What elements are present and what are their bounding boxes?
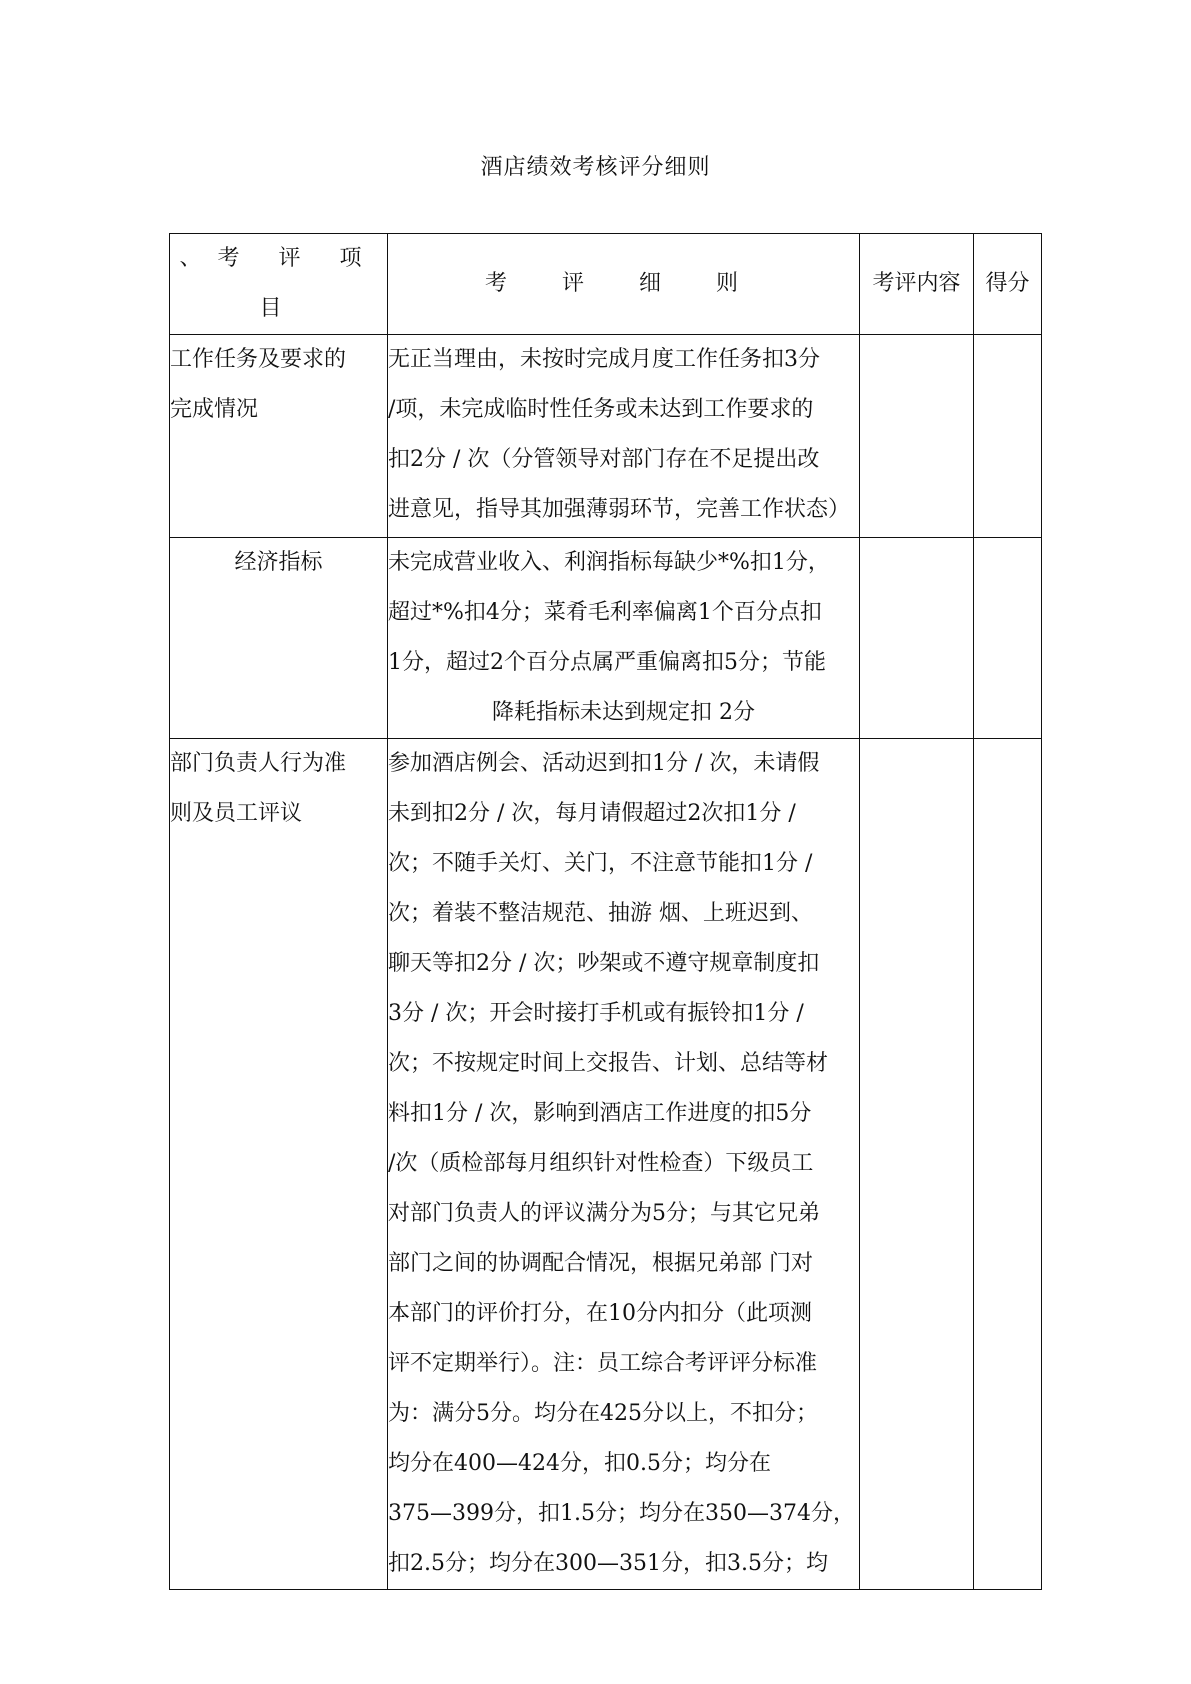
content-cell bbox=[860, 538, 974, 739]
rule-line: 超过*%扣4分；菜肴毛利率偏离1个百分点扣 bbox=[388, 600, 822, 625]
score-cell bbox=[974, 538, 1042, 739]
header-score: 得分 bbox=[974, 234, 1042, 335]
item-line: 完成情况 bbox=[170, 397, 259, 422]
rule-line: 参加酒店例会、活动迟到扣1分 / 次，未请假 bbox=[388, 751, 820, 776]
rule-line: 次；不随手关灯、关门，不注意节能扣1分 / bbox=[388, 851, 813, 876]
rule-cell bbox=[388, 538, 860, 739]
evaluation-table bbox=[169, 233, 1042, 1590]
table-header-row bbox=[170, 234, 1042, 335]
rule-line: /次（质检部每月组织针对性检查）下级员工 bbox=[388, 1151, 814, 1176]
rule-line: 对部门负责人的评议满分为5分；与其它兄弟 bbox=[388, 1201, 820, 1226]
item-line: 部门负责人行为准 bbox=[170, 751, 347, 776]
rule-line: 部门之间的协调配合情况，根据兄弟部 门对 bbox=[388, 1251, 813, 1276]
item-line: 工作任务及要求的 bbox=[170, 347, 347, 372]
item-line: 经济指标 bbox=[234, 550, 323, 575]
rule-line: 均分在400—424分，扣0.5分；均分在 bbox=[388, 1451, 771, 1476]
rule-line: /项，未完成临时性任务或未达到工作要求的 bbox=[388, 397, 814, 422]
rule-line: 3分 / 次；开会时接打手机或有振铃扣1分 / bbox=[388, 1001, 804, 1026]
item-cell bbox=[170, 739, 388, 1590]
rule-line: 进意见，指导其加强薄弱环节，完善工作状态） bbox=[388, 497, 851, 522]
rule-line: 本部门的评价打分，在10分内扣分（此项测 bbox=[388, 1301, 812, 1326]
document-title: 酒店绩效考核评分细则 bbox=[480, 155, 711, 180]
content-cell bbox=[860, 335, 974, 538]
rule-line: 未完成营业收入、利润指标每缺少*%扣1分， bbox=[388, 550, 830, 575]
table-row bbox=[170, 335, 1042, 538]
score-cell bbox=[974, 739, 1042, 1590]
rule-line: 375—399分，扣1.5分；均分在350—374分， bbox=[388, 1501, 855, 1526]
table-row bbox=[170, 739, 1042, 1590]
header-evaluation-item: 、考 评 项 目 bbox=[170, 234, 388, 335]
content-cell bbox=[860, 739, 974, 1590]
rule-cell bbox=[388, 335, 860, 538]
rule-line: 未到扣2分 / 次，每月请假超过2次扣1分 / bbox=[388, 801, 796, 826]
rule-line: 为：满分5分。均分在425分以上，不扣分； bbox=[388, 1401, 818, 1426]
rule-line: 降耗指标未达到规定扣 2分 bbox=[492, 700, 755, 725]
item-cell bbox=[170, 335, 388, 538]
header-evaluation-rules: 考 评 细 则 bbox=[388, 234, 860, 335]
header-evaluation-content: 考评内容 bbox=[860, 234, 974, 335]
rule-line: 无正当理由，未按时完成月度工作任务扣3分 bbox=[388, 347, 820, 372]
table-row bbox=[170, 538, 1042, 739]
rule-line: 料扣1分 / 次，影响到酒店工作进度的扣5分 bbox=[388, 1101, 812, 1126]
rule-line: 扣2.5分；均分在300—351分，扣3.5分；均 bbox=[388, 1551, 828, 1576]
rule-line: 评不定期举行）。注：员工综合考评评分标准 bbox=[388, 1351, 818, 1376]
rule-line: 1分，超过2个百分点属严重偏离扣5分；节能 bbox=[388, 650, 826, 675]
rule-line: 次；着装不整洁规范、抽游 烟、上班迟到、 bbox=[388, 901, 813, 926]
rule-line: 扣2分 / 次（分管领导对部门存在不足提出改 bbox=[388, 447, 820, 472]
rule-cell bbox=[388, 739, 860, 1590]
item-cell bbox=[170, 538, 388, 739]
rule-line: 次；不按规定时间上交报告、计划、总结等材 bbox=[388, 1051, 829, 1076]
rule-line: 聊天等扣2分 / 次；吵架或不遵守规章制度扣 bbox=[388, 951, 820, 976]
item-line: 则及员工评议 bbox=[170, 801, 303, 826]
score-cell bbox=[974, 335, 1042, 538]
